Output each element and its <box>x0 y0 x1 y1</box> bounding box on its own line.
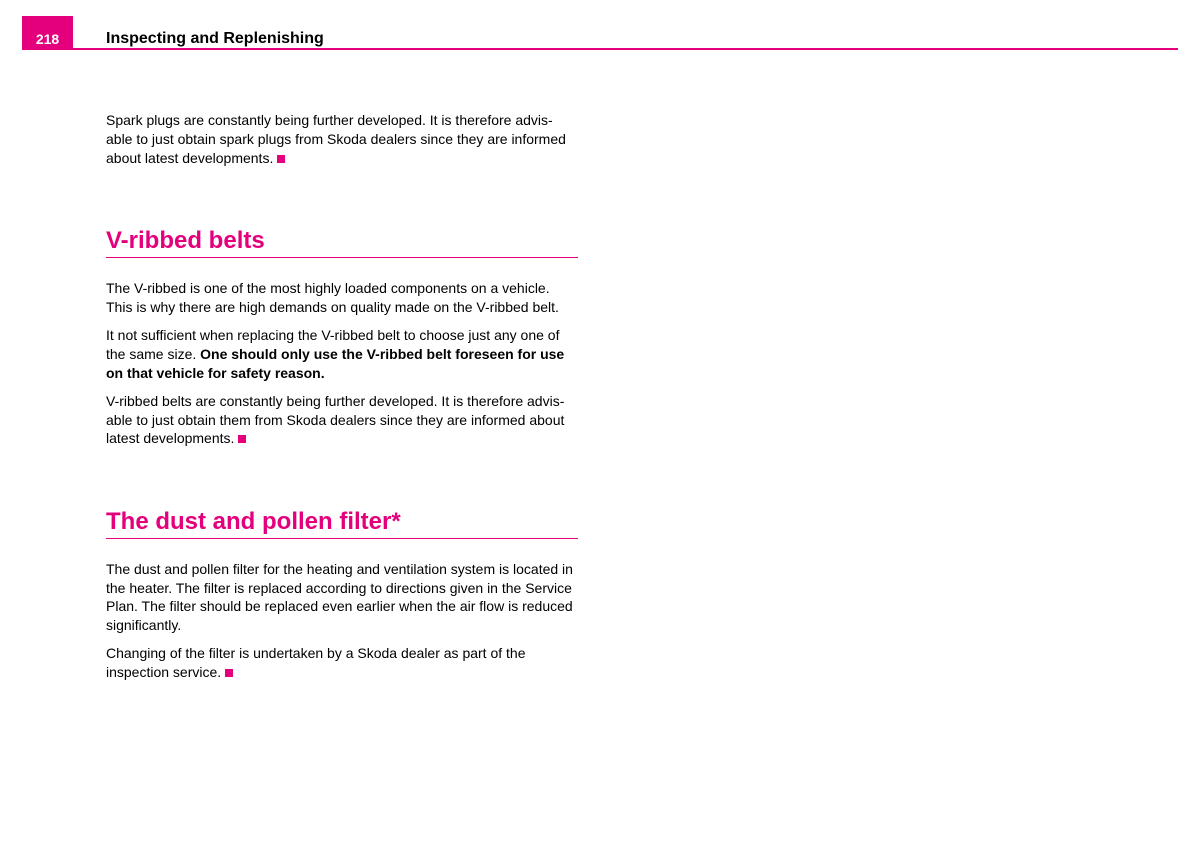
filter-paragraph-1: The dust and pollen filter for the heating and ventilation system is located in the heater. The filter is replaced according to directions given in the Service Plan. The filter should be replaced even earlier when the air flow is reduced significantly. <box>106 560 573 634</box>
belts-paragraph-3-text: V-ribbed belts are constantly being further developed. It is therefore advis-able to just obtain them from Skoda dealers since they are informed about latest developments. <box>106 392 565 447</box>
section-end-mark-icon <box>277 155 285 163</box>
section-end-mark-icon <box>225 669 233 677</box>
page-number-badge <box>22 16 73 50</box>
dust-pollen-filter-heading: The dust and pollen filter* <box>106 508 578 539</box>
spacer <box>106 177 578 227</box>
spacer <box>106 458 578 508</box>
belts-paragraph-2-text: It not sufficient when replacing the V-ribbed belt to choose just any one of the same size. <box>106 326 560 362</box>
header-divider <box>22 48 1178 50</box>
spacer <box>106 539 578 560</box>
belts-safety-warning: One should only use the V-ribbed belt foreseen for use on that vehicle for safety reason. <box>106 345 565 381</box>
spacer <box>106 258 578 279</box>
belts-paragraph-1: The V-ribbed is one of the most highly loaded components on a vehicle. This is why there are high demands on quality made on the V-ribbed belt. <box>106 279 559 315</box>
filter-paragraph-2-text: Changing of the filter is undertaken by a Skoda dealer as part of the inspection service. <box>106 645 526 681</box>
chapter-title: Inspecting and Replenishing <box>106 30 324 47</box>
main-column <box>106 111 578 692</box>
page-number: 218 <box>35 31 60 47</box>
filter-paragraph-2 <box>106 644 578 682</box>
section-end-mark-icon <box>238 435 246 443</box>
spark-plugs-text: Spark plugs are constantly being further developed. It is therefore advis-able to just obtain spark plugs from Skoda dealers since they are informed about latest developments. <box>106 112 566 166</box>
belts-paragraph-2 <box>106 326 578 382</box>
belts-paragraph-3 <box>106 392 578 448</box>
v-ribbed-belts-heading: V-ribbed belts <box>106 227 578 258</box>
spark-plugs-paragraph <box>106 111 578 167</box>
